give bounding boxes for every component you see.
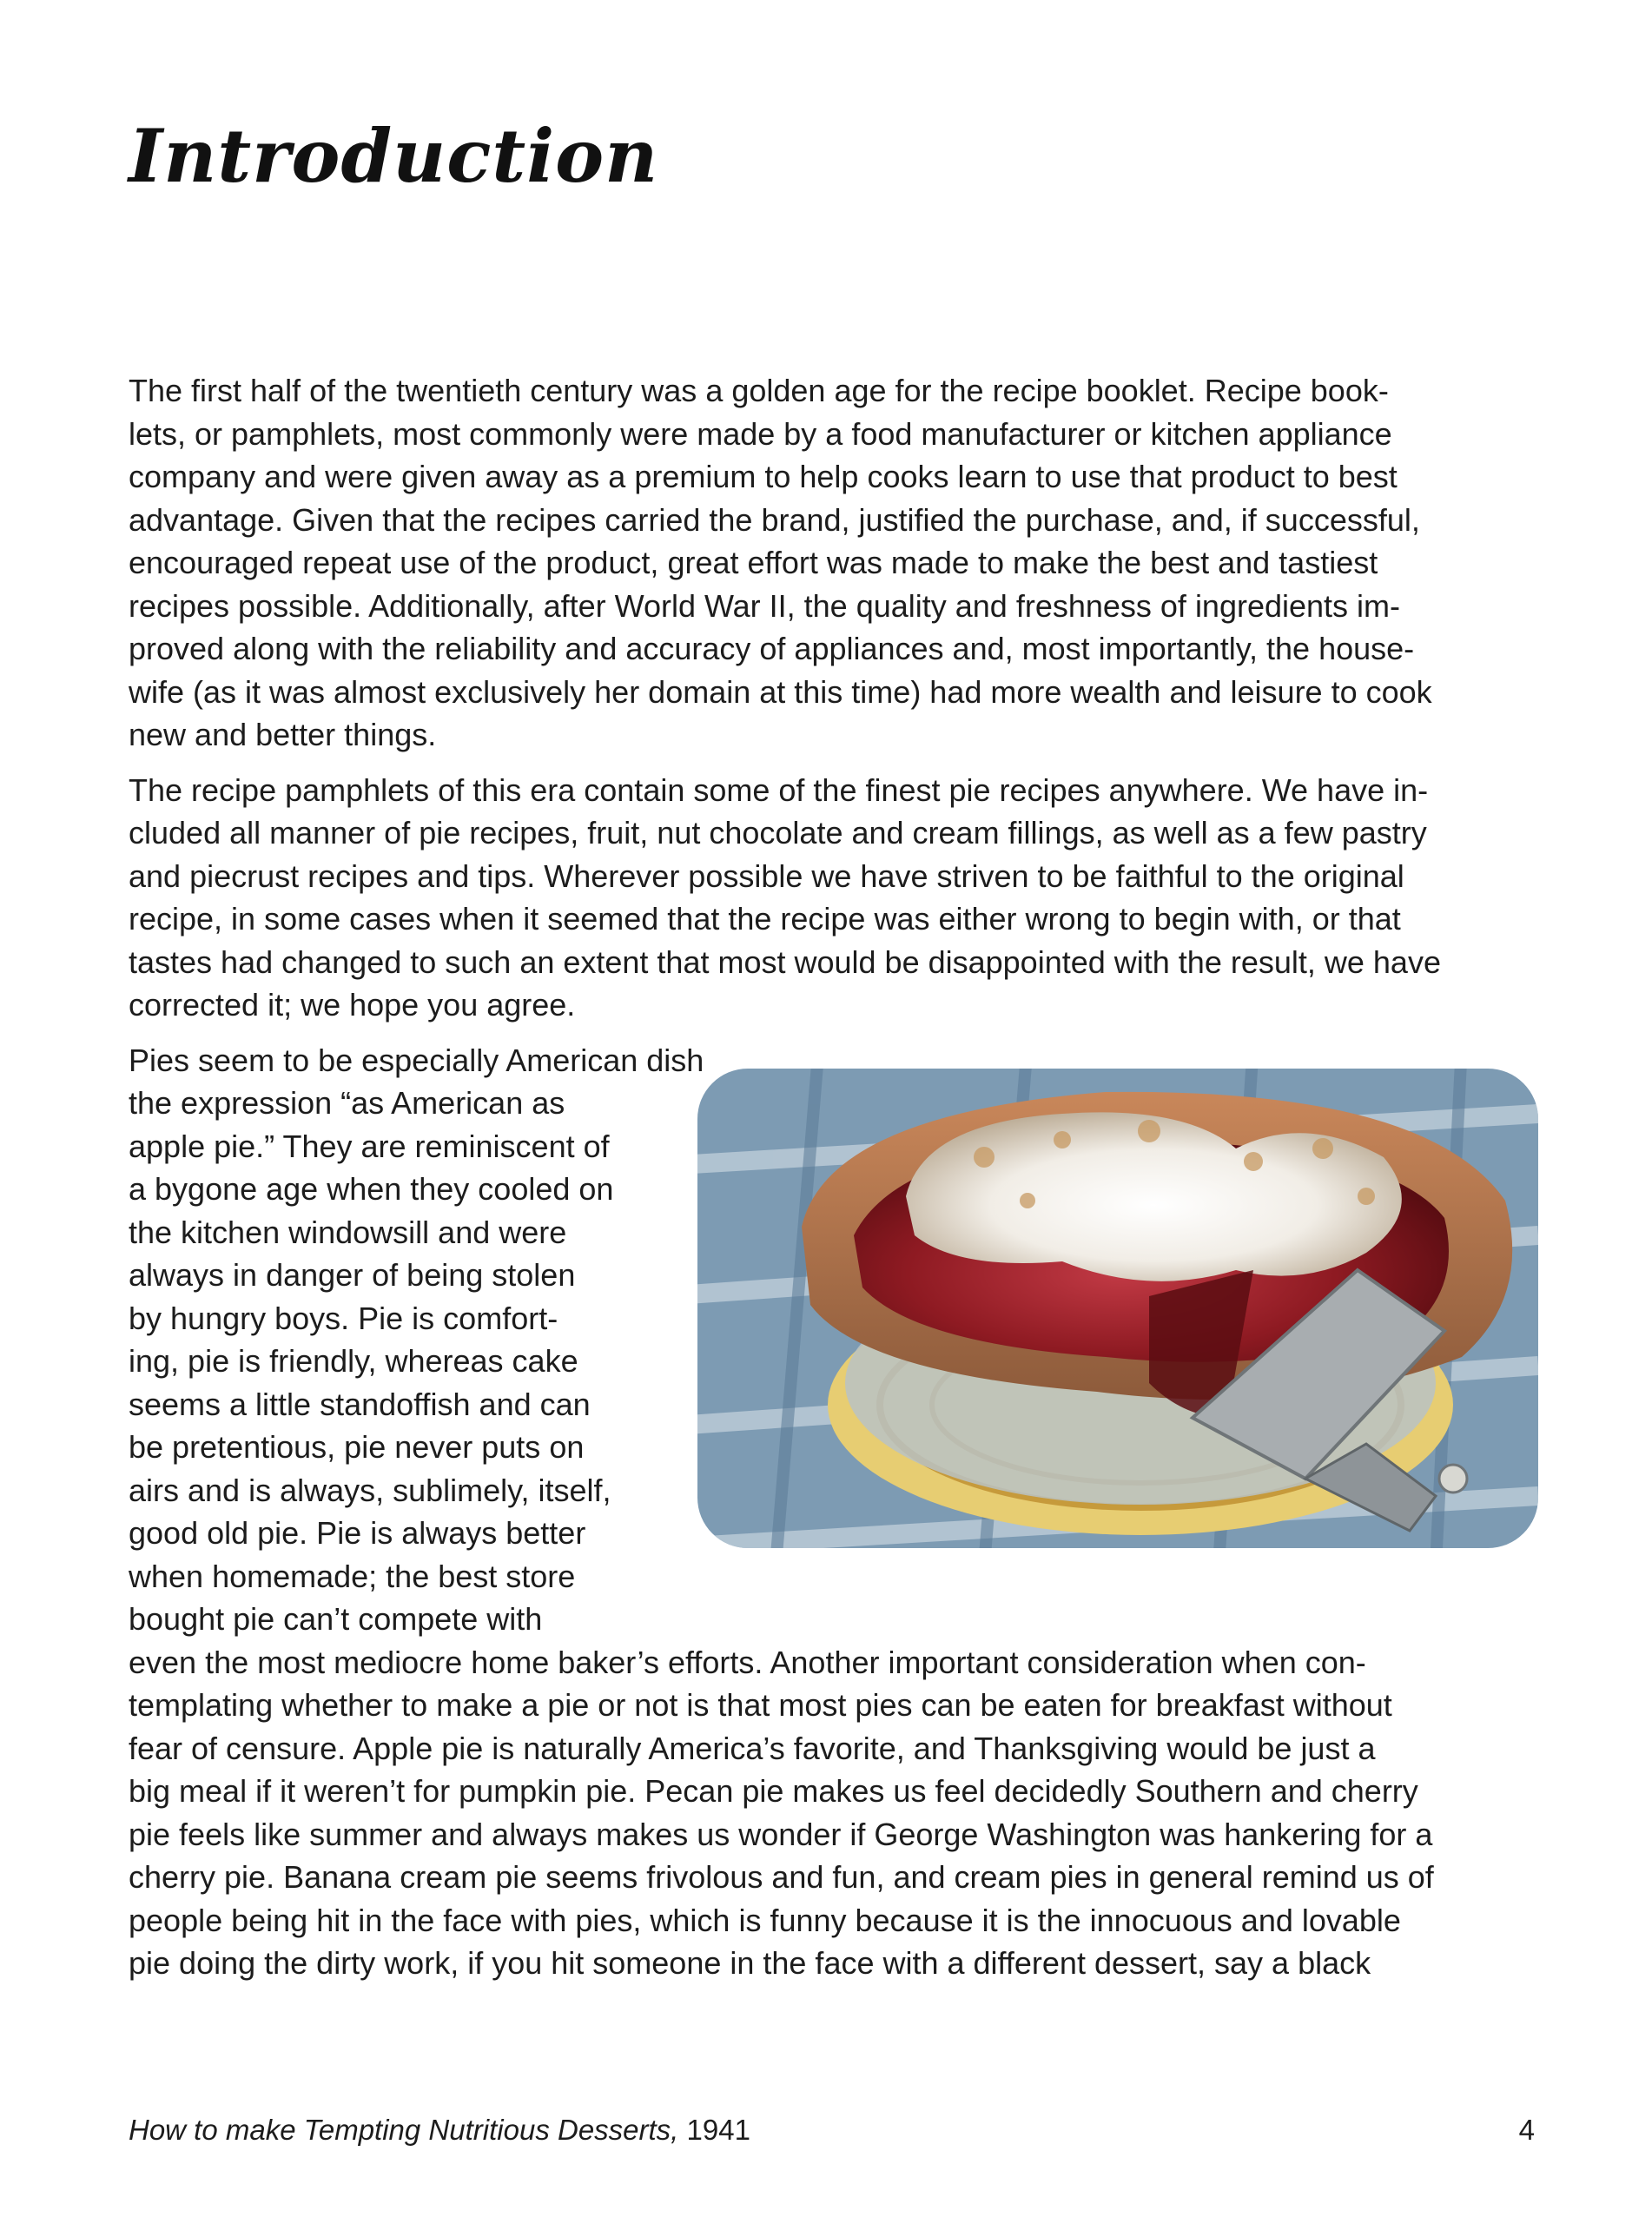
text-line: a bygone age when they cooled on: [129, 1171, 614, 1207]
text-line: The recipe pamphlets of this era contain some of the finest pie recipes anywhere. We have in-: [129, 771, 1429, 808]
text-line: new and better things.: [129, 717, 437, 752]
page-number: 4: [1518, 2114, 1535, 2146]
text-line: proved along with the reliability and accuracy of appliances and, most importantly, the house-: [129, 631, 1415, 666]
text-line: wife (as it was almost exclusively her domain at this time) had more wealth and leisure to cook: [129, 673, 1432, 710]
text-line: cluded all manner of pie recipes, fruit, nut chocolate and cream fillings, as well as a few pastry: [129, 815, 1427, 851]
text-line: encouraged repeat use of the product, great effort was made to make the best and tastiest: [129, 545, 1378, 580]
text-line: advantage. Given that the recipes carried the brand, justified the purchase, and, if successful,: [129, 501, 1420, 538]
text-line: good old pie. Pie is always better: [129, 1515, 586, 1551]
text-line: fear of censure. Apple pie is naturally America’s favorite, and Thanksgiving would be just a: [129, 1730, 1376, 1766]
text-line: airs and is always, sublimely, itself,: [129, 1472, 611, 1508]
text-line: always in danger of being stolen: [129, 1257, 576, 1293]
text-line: Pies seem to be especially American dish: [129, 1042, 704, 1078]
body-text: [129, 369, 1536, 1997]
text-line: cherry pie. Banana cream pie seems frivolous and fun, and cream pies in general remind us of: [129, 1859, 1434, 1895]
text-line: the expression “as American as: [129, 1085, 565, 1121]
text-line: tastes had changed to such an extent that most would be disappointed with the result, we have: [129, 943, 1441, 980]
text-line: be pretentious, pie never puts on: [129, 1429, 585, 1465]
text-line: company and were given away as a premium to help cooks learn to use that product to best: [129, 459, 1398, 494]
footer-source: [129, 2114, 750, 2147]
text-line: by hungry boys. Pie is comfort-: [129, 1300, 558, 1336]
pie-illustration: [697, 1009, 1538, 1548]
text-line: corrected it; we hope you agree.: [129, 987, 576, 1023]
text-line: pie feels like summer and always makes us wonder if George Washington was hankering for a: [129, 1816, 1433, 1852]
paragraph-2: [129, 769, 1536, 1027]
text-line: the kitchen windowsill and were: [129, 1214, 567, 1250]
text-line: even the most mediocre home baker’s efforts. Another important consideration when con-: [129, 1644, 1366, 1680]
text-line: ing, pie is friendly, whereas cake: [129, 1343, 578, 1379]
text-line: templating whether to make a pie or not is that most pies can be eaten for breakfast without: [129, 1687, 1392, 1723]
text-line: lets, or pamphlets, most commonly were made by a food manufacturer or kitchen appliance: [129, 415, 1392, 452]
text-line: pie doing the dirty work, if you hit someone in the face with a different dessert, say a black: [129, 1945, 1371, 1981]
text-line: bought pie can’t compete with: [129, 1601, 543, 1637]
text-line: people being hit in the face with pies, which is funny because it is the innocuous and lovable: [129, 1902, 1401, 1938]
text-line: recipes possible. Additionally, after World War II, the quality and freshness of ingredients im-: [129, 587, 1401, 624]
text-line: seems a little standoffish and can: [129, 1386, 591, 1422]
text-line: recipe, in some cases when it seemed that the recipe was either wrong to begin with, or that: [129, 901, 1401, 937]
source-title: How to make Tempting Nutritious Desserts,: [129, 2114, 679, 2146]
source-year: 1941: [678, 2114, 750, 2146]
text-line: and piecrust recipes and tips. Wherever possible we have striven to be faithful to the original: [129, 857, 1404, 894]
paragraph-3-wrap: [129, 1039, 1536, 1985]
text-line: big meal if it weren’t for pumpkin pie. Pecan pie makes us feel decidedly Southern and cherry: [129, 1773, 1418, 1809]
page-title: Introduction: [129, 113, 659, 199]
paragraph-1: [129, 369, 1536, 757]
text-line: apple pie.” They are reminiscent of: [129, 1128, 610, 1164]
text-line: The first half of the twentieth century was a golden age for the recipe booklet. Recipe book-: [129, 373, 1389, 408]
text-line: when homemade; the best store: [129, 1558, 576, 1594]
